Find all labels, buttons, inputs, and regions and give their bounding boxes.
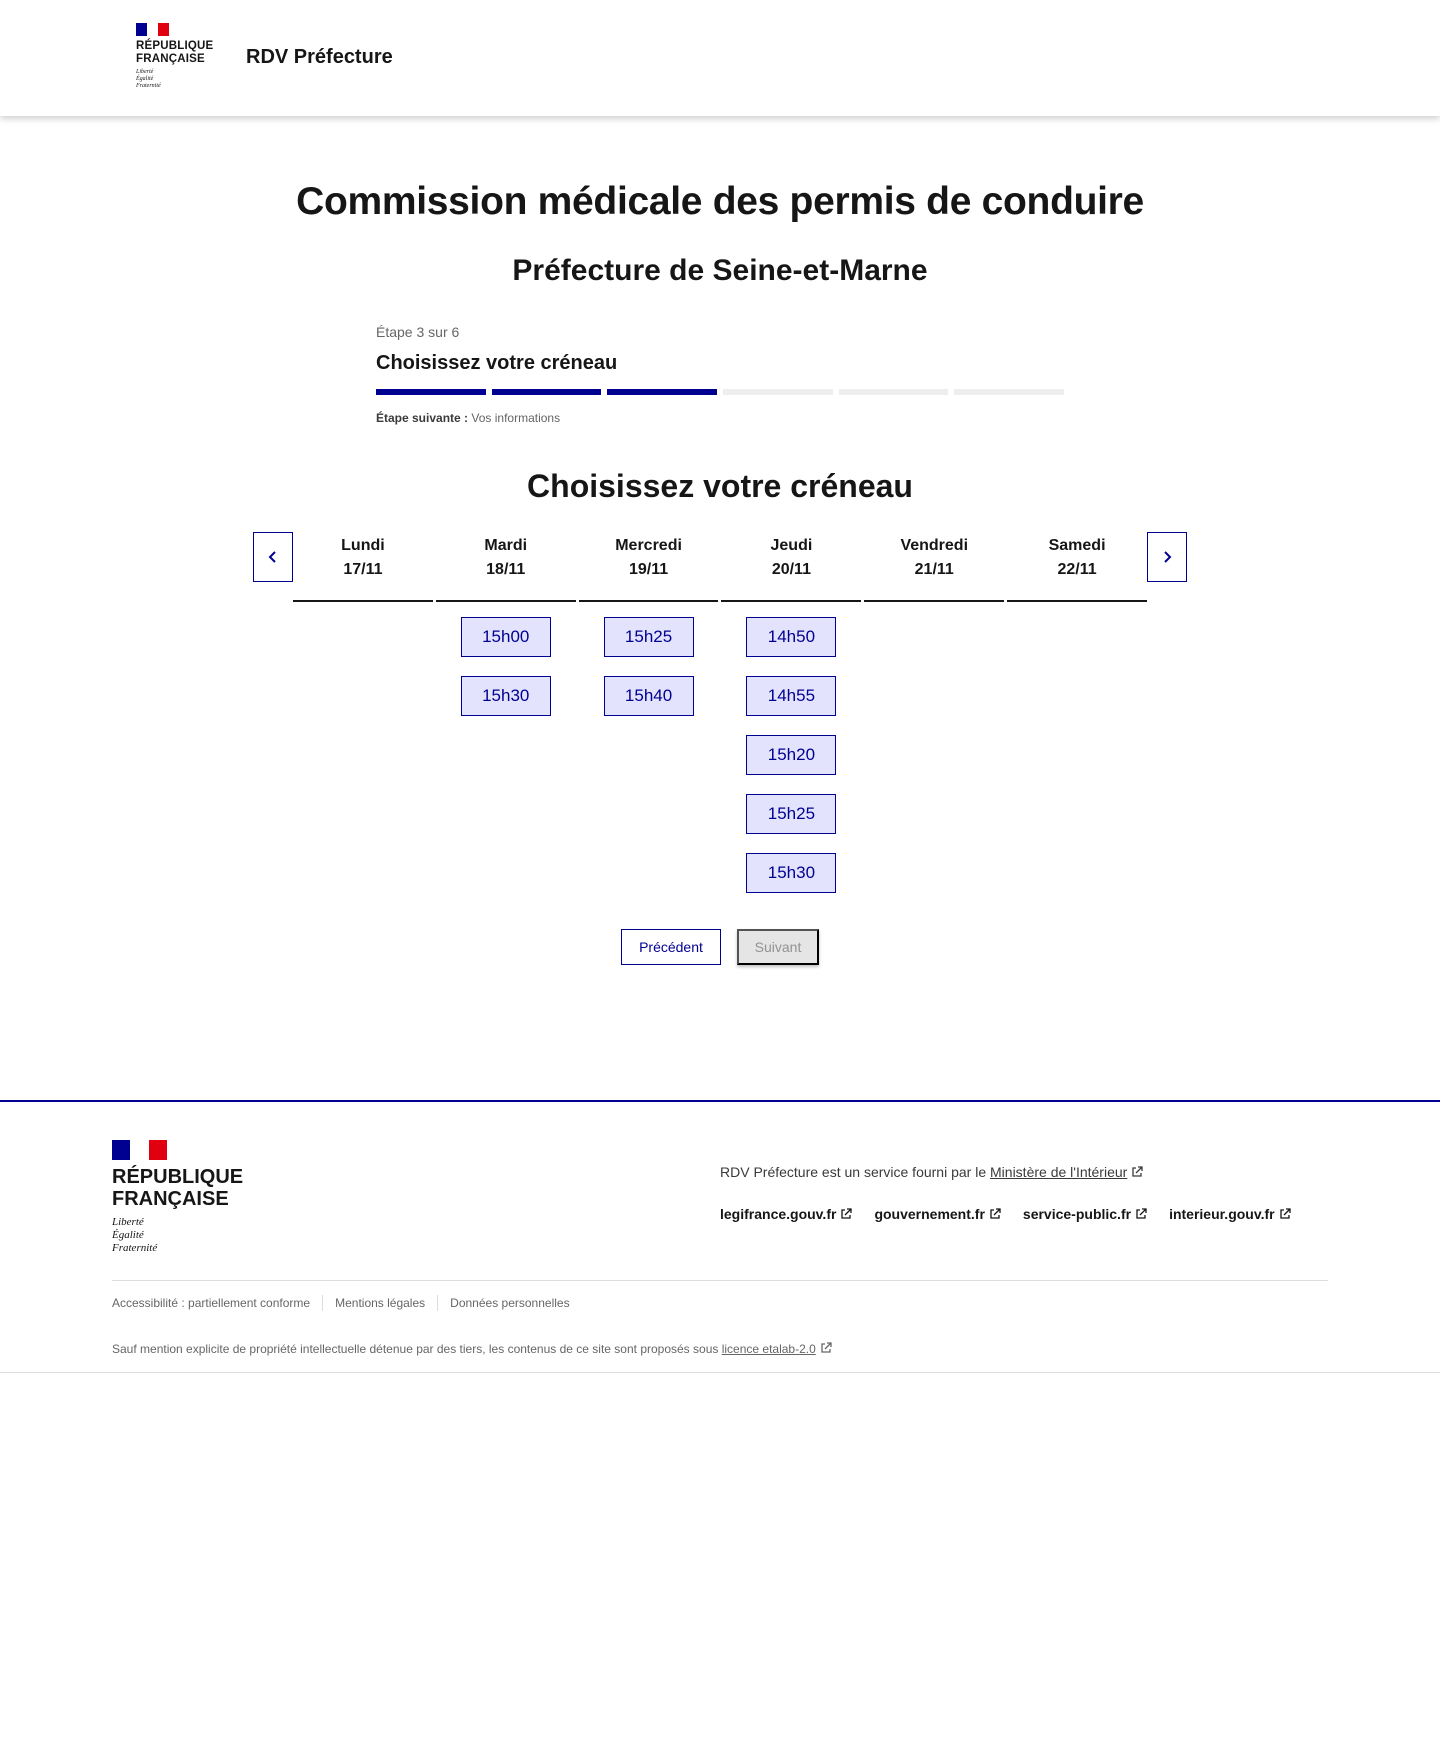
footer-description: [720, 1164, 1143, 1180]
day-name: Jeudi: [770, 537, 813, 554]
step-bar-6: [954, 389, 1064, 395]
external-link-icon: [1135, 1208, 1147, 1220]
day-header: [579, 532, 719, 602]
footer-links: [720, 1206, 1291, 1222]
ministere-link-label: Ministère de l'Intérieur: [990, 1164, 1128, 1180]
site-header: [0, 0, 1440, 116]
step-state: Étape 3 sur 6: [376, 324, 460, 340]
day-date: 17/11: [343, 561, 383, 578]
motto-liberte: Liberté: [136, 69, 154, 75]
day-name: Mardi: [484, 537, 528, 554]
footer-motto-egalite: Égalité: [112, 1229, 144, 1241]
day-header: [721, 532, 861, 602]
external-link-icon: [1131, 1166, 1143, 1178]
previous-step-button[interactable]: Précédent: [621, 929, 721, 965]
footer-motto-fraternite: Fraternité: [112, 1242, 158, 1254]
footer-link[interactable]: [1023, 1206, 1147, 1222]
footer-link-label: service-public.fr: [1022, 1206, 1132, 1222]
licence-text: Sauf mention explicite de propriété intellectuelle détenue par des tiers, les contenus de ce site sont proposés sous: [112, 1342, 719, 1356]
rf-name-line2: FRANÇAISE: [136, 53, 205, 65]
footer-motto: [112, 1216, 243, 1255]
day-name: Lundi: [341, 537, 385, 554]
day-column: [864, 532, 1004, 893]
footer-republique-francaise-logo[interactable]: [112, 1140, 243, 1255]
day-header: [1007, 532, 1147, 602]
ministere-link[interactable]: [990, 1164, 1143, 1180]
republique-francaise-logo[interactable]: [136, 23, 216, 90]
footer-rf-name: [112, 1166, 243, 1210]
footer-marianne-flag-icon: [112, 1140, 167, 1160]
time-slot-button[interactable]: 14h55: [746, 676, 836, 716]
time-slot-button[interactable]: 15h30: [746, 853, 836, 893]
motto-fraternite: Fraternité: [136, 83, 161, 89]
slots-title: Choisissez votre créneau: [527, 468, 913, 504]
step-next: [376, 411, 1064, 425]
time-slot-button[interactable]: 15h00: [461, 617, 551, 657]
slot-list: [604, 617, 694, 716]
chevron-left-icon: [266, 550, 280, 564]
footer-licence: [112, 1342, 832, 1356]
day-column: [721, 532, 861, 893]
time-slot-button[interactable]: 15h30: [461, 676, 551, 716]
footer-link-label: interieur.gouv.fr: [1169, 1206, 1275, 1222]
footer-link[interactable]: [720, 1206, 852, 1222]
day-column: [293, 532, 433, 893]
step-bar-3: [607, 389, 717, 395]
external-link-icon: [820, 1342, 832, 1354]
step-next-label: Étape suivante :: [376, 411, 469, 425]
footer-link-label: gouvernement.fr: [874, 1206, 985, 1222]
day-column: [1007, 532, 1147, 893]
day-column: [436, 532, 576, 893]
footer-bottom-link[interactable]: Accessibilité : partiellement conforme: [112, 1296, 311, 1310]
step-bar-5: [839, 389, 949, 395]
time-slot-button[interactable]: 15h40: [604, 676, 694, 716]
previous-week-button[interactable]: [253, 532, 293, 582]
page-subtitle: Préfecture de Seine-et-Marne: [512, 254, 928, 287]
day-date: 22/11: [1057, 561, 1097, 578]
slot-list: [746, 617, 836, 893]
footer-link[interactable]: [1169, 1206, 1291, 1222]
day-header: [436, 532, 576, 602]
day-name: Mercredi: [615, 537, 682, 554]
page-title: Commission médicale des permis de conduire: [296, 180, 1144, 223]
step-bar-2: [492, 389, 602, 395]
footer-bottom-links: [112, 1295, 582, 1311]
day-header: [293, 532, 433, 602]
marianne-flag-icon: [136, 23, 169, 36]
day-column: [579, 532, 719, 893]
rf-name: [136, 40, 216, 66]
time-slot-button[interactable]: 15h25: [604, 617, 694, 657]
licence-link[interactable]: [722, 1342, 832, 1356]
footer-bottom-link[interactable]: Données personnelles: [437, 1295, 581, 1311]
site-title[interactable]: RDV Préfecture: [246, 46, 393, 68]
next-week-button[interactable]: [1147, 532, 1187, 582]
day-name: Samedi: [1048, 537, 1106, 554]
next-step-button[interactable]: Suivant: [737, 929, 819, 965]
time-slot-button[interactable]: 14h50: [746, 617, 836, 657]
time-slot-button[interactable]: 15h25: [746, 794, 836, 834]
time-slot-button[interactable]: 15h20: [746, 735, 836, 775]
day-name: Vendredi: [900, 537, 969, 554]
footer-link[interactable]: [874, 1206, 1000, 1222]
external-link-icon: [989, 1208, 1001, 1220]
rf-motto: [136, 69, 216, 90]
step-title: Choisissez votre créneau: [376, 352, 618, 374]
step-progress-bar: [376, 389, 1064, 395]
rf-name-line1: RÉPUBLIQUE: [136, 40, 214, 52]
day-date: 19/11: [628, 561, 669, 578]
day-date: 21/11: [914, 561, 954, 578]
footer-divider: [112, 1280, 1328, 1281]
step-next-value: Vos informations: [471, 411, 561, 425]
site-footer: [0, 1100, 1440, 1373]
footer-motto-liberte: Liberté: [112, 1216, 144, 1228]
day-header: [864, 532, 1004, 602]
external-link-icon: [840, 1208, 852, 1220]
licence-link-label: licence etalab-2.0: [721, 1342, 816, 1356]
day-date: 20/11: [771, 561, 811, 578]
footer-link-label: legifrance.gouv.fr: [720, 1206, 837, 1222]
slot-list: [461, 617, 551, 716]
chevron-right-icon: [1160, 550, 1174, 564]
step-bar-4: [723, 389, 833, 395]
footer-rf-line1: RÉPUBLIQUE: [112, 1166, 244, 1188]
footer-bottom-link[interactable]: Mentions légales: [322, 1295, 437, 1311]
day-date: 18/11: [486, 561, 526, 578]
motto-egalite: Égalité: [136, 76, 154, 82]
footer-description-text: RDV Préfecture est un service fourni par le: [720, 1164, 987, 1180]
day-columns: [293, 532, 1147, 893]
external-link-icon: [1279, 1208, 1291, 1220]
footer-rf-line2: FRANÇAISE: [112, 1188, 229, 1210]
stepper: [376, 324, 1064, 425]
step-bar-1: [376, 389, 486, 395]
